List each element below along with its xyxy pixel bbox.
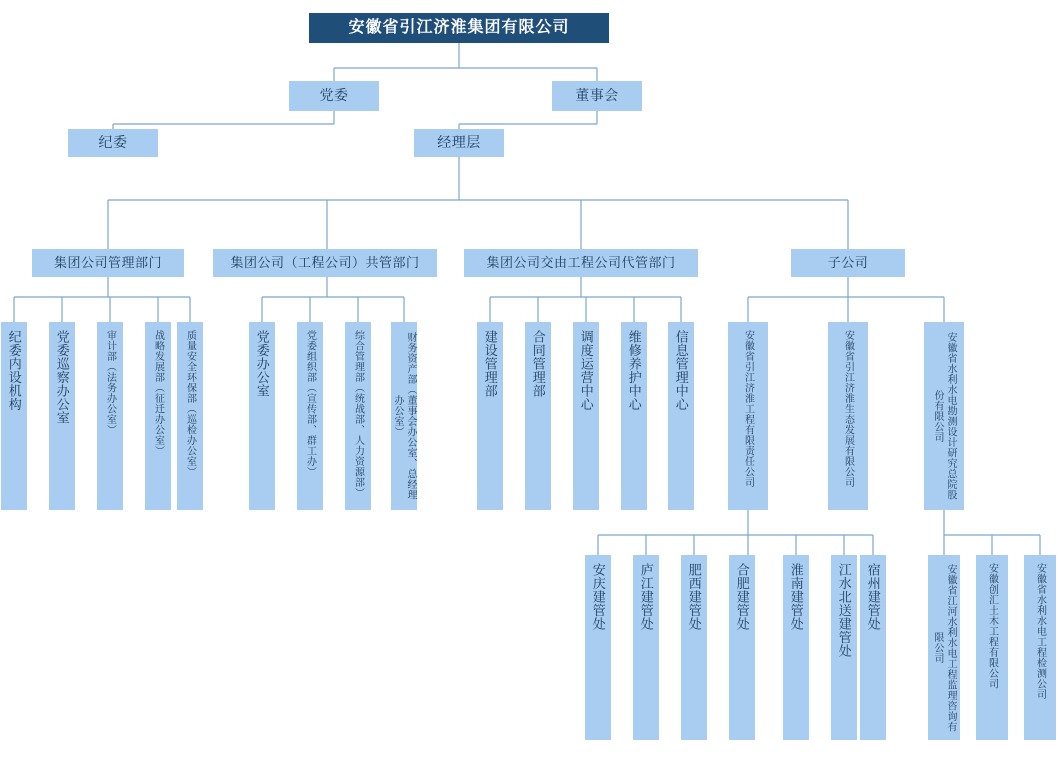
node-jianghe-supervision-company[interactable]: 安徽省江河水利水电工程监理咨询有限公司 <box>928 555 960 740</box>
node-finance-asset-department[interactable]: 财务资产部（董事会办公室、总经理办公室） <box>391 322 417 510</box>
node-anqing-construction-office[interactable]: 安庆建管处 <box>585 555 611 740</box>
node-party-committee-office[interactable]: 党委办公室 <box>249 322 275 510</box>
node-discipline-commission[interactable]: 纪委 <box>68 129 158 157</box>
node-dispatch-operation-center[interactable]: 调度运营中心 <box>573 322 599 510</box>
node-hefei-construction-office[interactable]: 合肥建管处 <box>729 555 755 740</box>
node-group-shared-departments[interactable]: 集团公司（工程公司）共管部门 <box>213 249 437 277</box>
node-strategy-development-department[interactable]: 战略发展部（征迁办公室） <box>145 322 171 510</box>
node-party-committee[interactable]: 党委 <box>289 81 379 111</box>
node-chuanghui-civil-engineering-company[interactable]: 安徽创汇土木工程有限公司 <box>976 555 1008 740</box>
node-feixi-construction-office[interactable]: 肥西建管处 <box>681 555 707 740</box>
node-root[interactable]: 安徽省引江济淮集团有限公司 <box>309 13 609 43</box>
node-ecology-development-company[interactable]: 安徽省引江济淮生态发展有限公司 <box>828 322 868 510</box>
node-board-of-directors[interactable]: 董事会 <box>552 81 642 111</box>
node-engineering-company[interactable]: 安徽省引江济淮工程有限责任公司 <box>728 322 768 510</box>
node-suzhou-construction-office[interactable]: 宿州建管处 <box>860 555 886 740</box>
node-management-layer[interactable]: 经理层 <box>414 129 504 157</box>
node-information-management-center[interactable]: 信息管理中心 <box>668 322 694 510</box>
node-party-inspection-office[interactable]: 党委巡察办公室 <box>49 322 75 510</box>
node-group-management-departments[interactable]: 集团公司管理部门 <box>32 249 184 277</box>
node-discipline-internal-body[interactable]: 纪委内设机构 <box>1 322 27 510</box>
node-maintenance-center[interactable]: 维修养护中心 <box>621 322 647 510</box>
node-north-water-transfer-construction-office[interactable]: 江水北送建管处 <box>831 555 857 740</box>
node-huainan-construction-office[interactable]: 淮南建管处 <box>783 555 809 740</box>
node-group-delegated-departments[interactable]: 集团公司交由工程公司代管部门 <box>464 249 698 277</box>
node-party-organization-department[interactable]: 党委组织部（宣传部、群工办） <box>297 322 323 510</box>
node-subsidiaries[interactable]: 子公司 <box>791 249 905 277</box>
node-water-conservancy-testing-company[interactable]: 安徽省水利水电工程检测公司 <box>1024 555 1056 740</box>
node-design-institute[interactable]: 安徽省水利水电勘测设计研究总院股份有限公司 <box>924 322 964 510</box>
node-quality-safety-environment-department[interactable]: 质量安全环保部（巡检办公室） <box>177 322 203 510</box>
node-construction-management-department[interactable]: 建设管理部 <box>477 322 503 510</box>
node-lujiang-construction-office[interactable]: 庐江建管处 <box>633 555 659 740</box>
node-audit-department[interactable]: 审计部（法务办公室） <box>97 322 123 510</box>
node-general-management-department[interactable]: 综合管理部（统战部、人力资源部） <box>345 322 371 510</box>
node-contract-management-department[interactable]: 合同管理部 <box>525 322 551 510</box>
